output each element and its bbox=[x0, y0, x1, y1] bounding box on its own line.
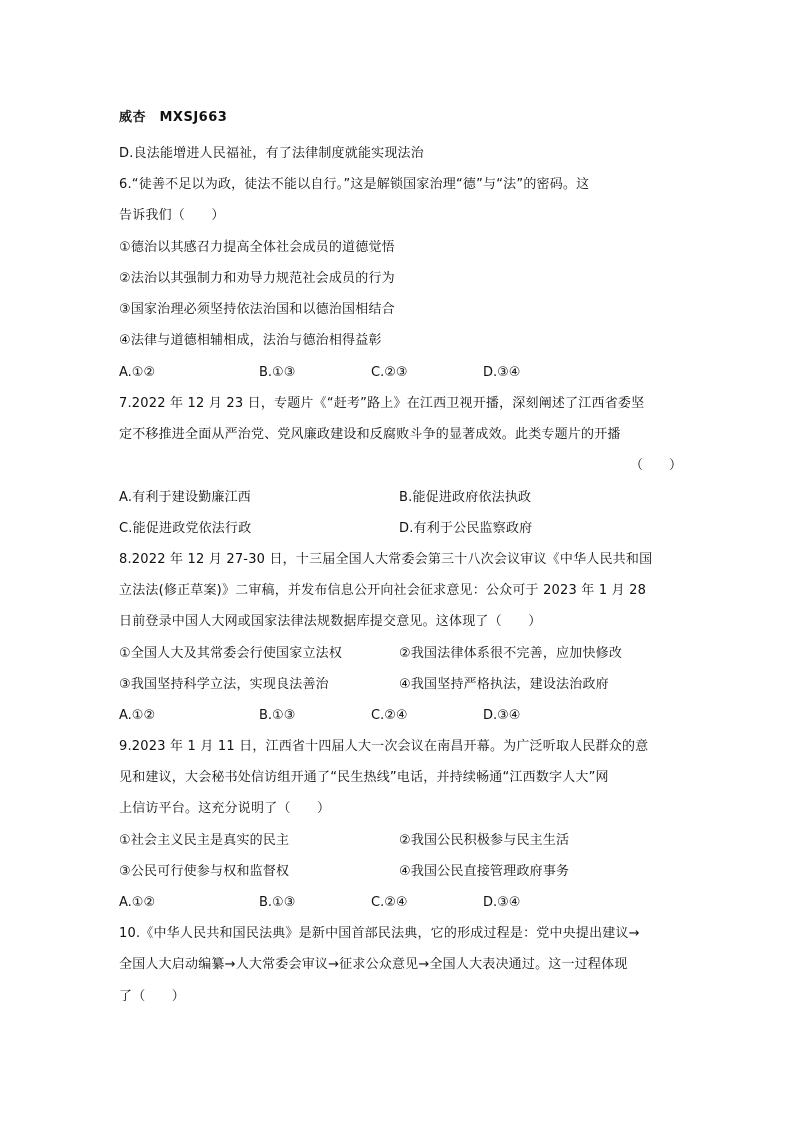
q10-stem-line2: 全国人大启动编纂→人大常委会审议→征求公众意见→全国人大表决通过。这一过程体现 bbox=[119, 957, 628, 972]
q6-statement-3: ③国家治理必须坚持依法治国和以德治国相结合 bbox=[119, 302, 395, 317]
q5-option-d: D.良法能增进人民福祉，有了法律制度就能实现法治 bbox=[119, 146, 424, 161]
q9-stem-line2: 见和建议，大会秘书处信访组开通了“民生热线”电话，并持续畅通“江西数字人大”网 bbox=[119, 770, 609, 785]
q8-choice-d: D.③④ bbox=[483, 708, 521, 723]
q8-statement-4: ④我国坚持严格执法，建设法治政府 bbox=[399, 677, 609, 692]
q7-answer-paren: （ ） bbox=[630, 458, 683, 473]
q9-statement-1: ①社会主义民主是真实的民主 bbox=[119, 833, 290, 848]
q7-choice-d: D.有利于公民监察政府 bbox=[399, 521, 533, 536]
q8-stem-line3: 日前登录中国人大网或国家法律法规数据库提交意见。这体现了（ ） bbox=[119, 614, 542, 629]
q8-stem-line2: 立法法(修正草案)》二审稿，并发布信息公开向社会征求意见：公众可于 2023 年 1 月 28 bbox=[119, 583, 647, 598]
q6-choice-c: C.②③ bbox=[371, 365, 408, 380]
q10-stem-line3: 了（ ） bbox=[119, 989, 186, 1004]
q6-choice-d: D.③④ bbox=[483, 365, 521, 380]
q9-choice-a: A.①② bbox=[119, 895, 156, 910]
q9-statement-4: ④我国公民直接管理政府事务 bbox=[399, 864, 570, 879]
q9-choice-b: B.①③ bbox=[259, 895, 296, 910]
q8-choice-a: A.①② bbox=[119, 708, 156, 723]
q6-stem-line2: 告诉我们（ ） bbox=[119, 208, 225, 223]
q6-statement-2: ②法治以其强制力和劝导力规范社会成员的行为 bbox=[119, 271, 395, 286]
q9-choice-d: D.③④ bbox=[483, 895, 521, 910]
q9-stem-line1: 9.2023 年 1 月 11 日，江西省十四届人大一次会议在南昌开幕。为广泛听取人民群众的意 bbox=[119, 739, 649, 754]
q6-choice-a: A.①② bbox=[119, 365, 156, 380]
q8-statement-1: ①全国人大及其常委会行使国家立法权 bbox=[119, 646, 343, 661]
q8-stem-line1: 8.2022 年 12 月 27-30 日，十三届全国人大常委会第三十八次会议审议《中华人民共和国 bbox=[119, 552, 653, 567]
q7-choice-b: B.能促进政府依法执政 bbox=[399, 490, 532, 505]
q9-statement-3: ③公民可行使参与权和监督权 bbox=[119, 864, 290, 879]
q8-statement-3: ③我国坚持科学立法，实现良法善治 bbox=[119, 677, 329, 692]
q6-statement-4: ④法律与道德相辅相成，法治与德治相得益彰 bbox=[119, 333, 382, 348]
q9-statement-2: ②我国公民积极参与民主生活 bbox=[399, 833, 570, 848]
q10-stem-line1: 10.《中华人民共和国民法典》是新中国首部民法典，它的形成过程是：党中央提出建议→ bbox=[119, 926, 640, 941]
q6-statement-1: ①德治以其感召力提高全体社会成员的道德觉悟 bbox=[119, 240, 395, 255]
q7-stem-line1: 7.2022 年 12 月 23 日，专题片《“赶考”路上》在江西卫视开播，深刻阐述了江西省委坚 bbox=[119, 396, 645, 411]
q9-stem-line3: 上信访平台。这充分说明了（ ） bbox=[119, 801, 331, 816]
q6-choice-b: B.①③ bbox=[259, 365, 296, 380]
header-title: 威杏 MXSJ663 bbox=[119, 110, 228, 125]
q7-choice-a: A.有利于建设勤廉江西 bbox=[119, 490, 251, 505]
q6-stem-line1: 6.“徒善不足以为政，徒法不能以自行。”这是解锁国家治理“德”与“法”的密码。这 bbox=[119, 177, 590, 192]
q8-choice-c: C.②④ bbox=[371, 708, 408, 723]
q7-choice-c: C.能促进政党依法行政 bbox=[119, 521, 252, 536]
q8-statement-2: ②我国法律体系很不完善，应加快修改 bbox=[399, 646, 623, 661]
q8-choice-b: B.①③ bbox=[259, 708, 296, 723]
q7-stem-line2: 定不移推进全面从严治党、党风廉政建设和反腐败斗争的显著成效。此类专题片的开播 bbox=[119, 427, 621, 442]
q9-choice-c: C.②④ bbox=[371, 895, 408, 910]
